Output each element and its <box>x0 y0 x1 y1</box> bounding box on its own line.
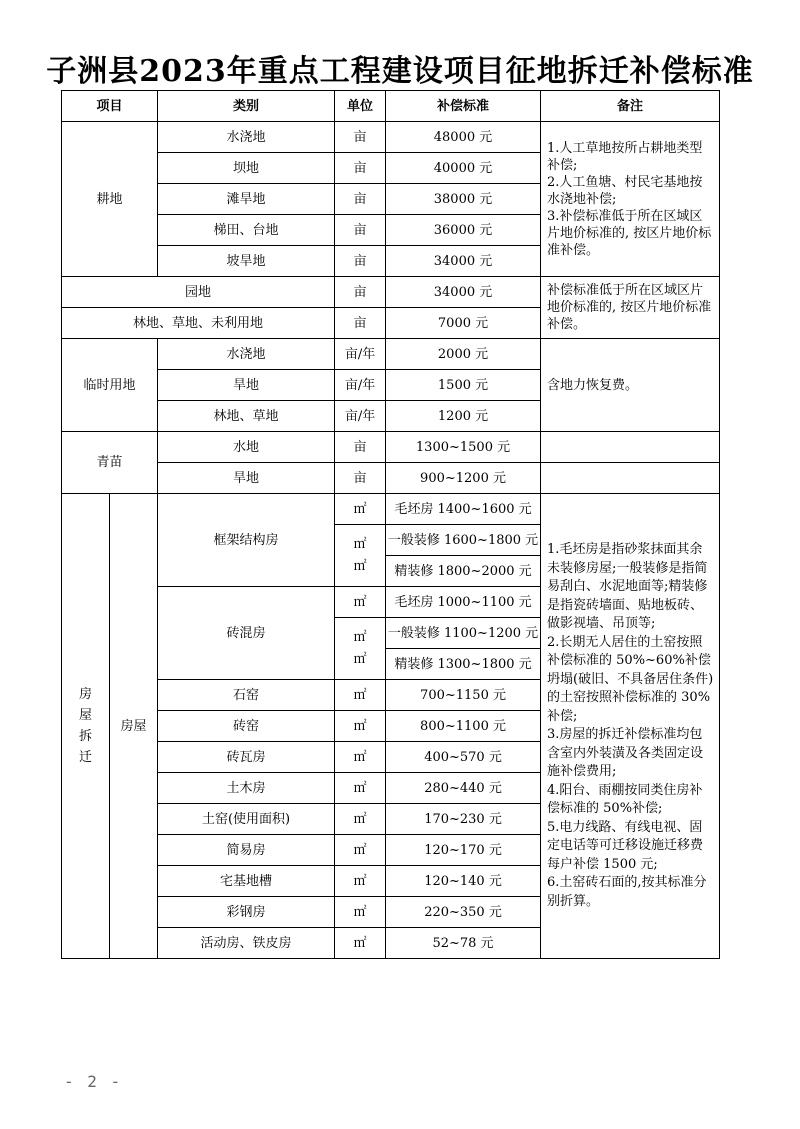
row-category: 土木房 <box>158 773 335 804</box>
row-unit: 亩/年 <box>335 370 386 401</box>
page-title: 子洲县2023年重点工程建设项目征地拆迁补偿标准 <box>46 54 754 89</box>
row-standard: 1200 元 <box>386 401 541 432</box>
row-unit: ㎡ <box>335 587 386 618</box>
page-number: - 2 - <box>64 1072 123 1091</box>
table-row <box>62 339 720 370</box>
row-category: 滩旱地 <box>158 184 335 215</box>
row-category: 旱地 <box>158 370 335 401</box>
row-standard: 精装修 1800~2000 元 <box>386 556 541 587</box>
demolition-note: 1.毛坯房是指砂浆抹面其余未装修房屋;一般装修是指简易刮白、水泥地面等;精装修是指瓷砖墙面、贴地板砖、做影视墙、吊顶等; 2.长期无人居住的土窑按照补偿标准的 50%~60%补偿坍塌(破旧、不具备居住条件)的土窑按照补偿标准的 30%补偿; 3.房屋的拆迁补偿标准均包含室内外装潢及各类固定设施补偿费用; 4.阳台、雨棚按同类住房补偿标准的 50%补偿; 5.电力线路、有线电视、固定电话等可迁移设施迁移费每户补偿 1500 元; 6.土窑砖石面的,按其标准分别折算。 <box>541 494 720 959</box>
row-standard: 一般装修 1100~1200 元 <box>386 618 541 649</box>
row-standard: 精装修 1300~1800 元 <box>386 649 541 680</box>
empty-cell <box>541 463 720 494</box>
row-unit: ㎡ <box>335 928 386 959</box>
row-standard: 220~350 元 <box>386 897 541 928</box>
row-standard: 毛坯房 1000~1100 元 <box>386 587 541 618</box>
row-unit: ㎡ <box>335 742 386 773</box>
row-category: 砖混房 <box>158 587 335 680</box>
row-standard: 120~140 元 <box>386 866 541 897</box>
row-unit: 亩 <box>335 153 386 184</box>
table-row <box>62 463 720 494</box>
row-unit: 亩 <box>335 463 386 494</box>
row-standard: 170~230 元 <box>386 804 541 835</box>
row-standard: 400~570 元 <box>386 742 541 773</box>
demolition-label <box>62 494 110 959</box>
row-unit: 亩/年 <box>335 401 386 432</box>
demolition-label-text: 房屋拆迁 <box>78 687 92 765</box>
row-unit: ㎡ <box>353 629 367 645</box>
table-row <box>62 277 720 308</box>
temp-note: 含地力恢复费。 <box>541 339 720 432</box>
compensation-table <box>61 90 720 959</box>
row-category: 土窑(使用面积) <box>158 804 335 835</box>
header-category: 类别 <box>158 91 335 122</box>
row-unit: ㎡ <box>353 558 367 574</box>
row-category: 彩钢房 <box>158 897 335 928</box>
row-unit-stack <box>335 525 386 587</box>
row-standard: 7000 元 <box>386 308 541 339</box>
table-row <box>62 494 720 525</box>
row-unit: ㎡ <box>335 804 386 835</box>
temp-label: 临时用地 <box>62 339 158 432</box>
farmland-label: 耕地 <box>62 122 158 277</box>
table-row <box>62 432 720 463</box>
row-unit: ㎡ <box>335 897 386 928</box>
row-category: 旱地 <box>158 463 335 494</box>
row-standard: 52~78 元 <box>386 928 541 959</box>
row-unit: ㎡ <box>335 835 386 866</box>
row-unit: 亩/年 <box>335 339 386 370</box>
row-category: 简易房 <box>158 835 335 866</box>
empty-cell <box>541 432 720 463</box>
table-row <box>62 122 720 153</box>
row-category: 坝地 <box>158 153 335 184</box>
row-unit: ㎡ <box>335 866 386 897</box>
row-category: 水地 <box>158 432 335 463</box>
row-unit: 亩 <box>335 184 386 215</box>
row-standard: 2000 元 <box>386 339 541 370</box>
row-standard: 48000 元 <box>386 122 541 153</box>
row-unit: 亩 <box>335 122 386 153</box>
row-unit: 亩 <box>335 215 386 246</box>
row-unit: 亩 <box>335 277 386 308</box>
header-unit: 单位 <box>335 91 386 122</box>
row-category: 水浇地 <box>158 339 335 370</box>
row-standard: 36000 元 <box>386 215 541 246</box>
crops-label: 青苗 <box>62 432 158 494</box>
row-standard: 800~1100 元 <box>386 711 541 742</box>
row-standard: 34000 元 <box>386 277 541 308</box>
row-category: 活动房、铁皮房 <box>158 928 335 959</box>
row-category: 砖瓦房 <box>158 742 335 773</box>
row-category: 林地、草地 <box>158 401 335 432</box>
row-standard: 280~440 元 <box>386 773 541 804</box>
row-standard: 34000 元 <box>386 246 541 277</box>
row-standard: 700~1150 元 <box>386 680 541 711</box>
row-category: 梯田、台地 <box>158 215 335 246</box>
row-unit-stack <box>335 618 386 680</box>
row-category: 水浇地 <box>158 122 335 153</box>
row-category: 石窑 <box>158 680 335 711</box>
row-unit: ㎡ <box>335 711 386 742</box>
row-category: 坡旱地 <box>158 246 335 277</box>
header-item: 项目 <box>62 91 158 122</box>
row-unit: 亩 <box>335 432 386 463</box>
row-standard: 1300~1500 元 <box>386 432 541 463</box>
row-standard: 毛坯房 1400~1600 元 <box>386 494 541 525</box>
row-unit: ㎡ <box>353 536 367 552</box>
row-standard: 一般装修 1600~1800 元 <box>386 525 541 556</box>
demolition-sublabel: 房屋 <box>110 494 158 959</box>
row-standard: 900~1200 元 <box>386 463 541 494</box>
farmland-note: 1.人工草地按所占耕地类型补偿; 2.人工鱼塘、村民宅基地按水浇地补偿; 3.补偿标准低于所在区域区片地价标准的, 按区片地价标准补偿。 <box>541 122 720 277</box>
row-unit: ㎡ <box>335 773 386 804</box>
header-standard: 补偿标准 <box>386 91 541 122</box>
table-header-row <box>62 91 720 122</box>
row-standard: 1500 元 <box>386 370 541 401</box>
row-standard: 120~170 元 <box>386 835 541 866</box>
row-unit: ㎡ <box>335 680 386 711</box>
row-category: 林地、草地、未利用地 <box>62 308 335 339</box>
row-unit: ㎡ <box>335 494 386 525</box>
garden-note: 补偿标准低于所在区域区片地价标准的, 按区片地价标准补偿。 <box>541 277 720 339</box>
row-standard: 38000 元 <box>386 184 541 215</box>
row-unit: 亩 <box>335 246 386 277</box>
row-category: 框架结构房 <box>158 494 335 587</box>
row-unit: 亩 <box>335 308 386 339</box>
row-category: 宅基地槽 <box>158 866 335 897</box>
row-category: 砖窑 <box>158 711 335 742</box>
row-standard: 40000 元 <box>386 153 541 184</box>
row-unit: ㎡ <box>353 651 367 667</box>
row-category: 园地 <box>62 277 335 308</box>
header-remark: 备注 <box>541 91 720 122</box>
